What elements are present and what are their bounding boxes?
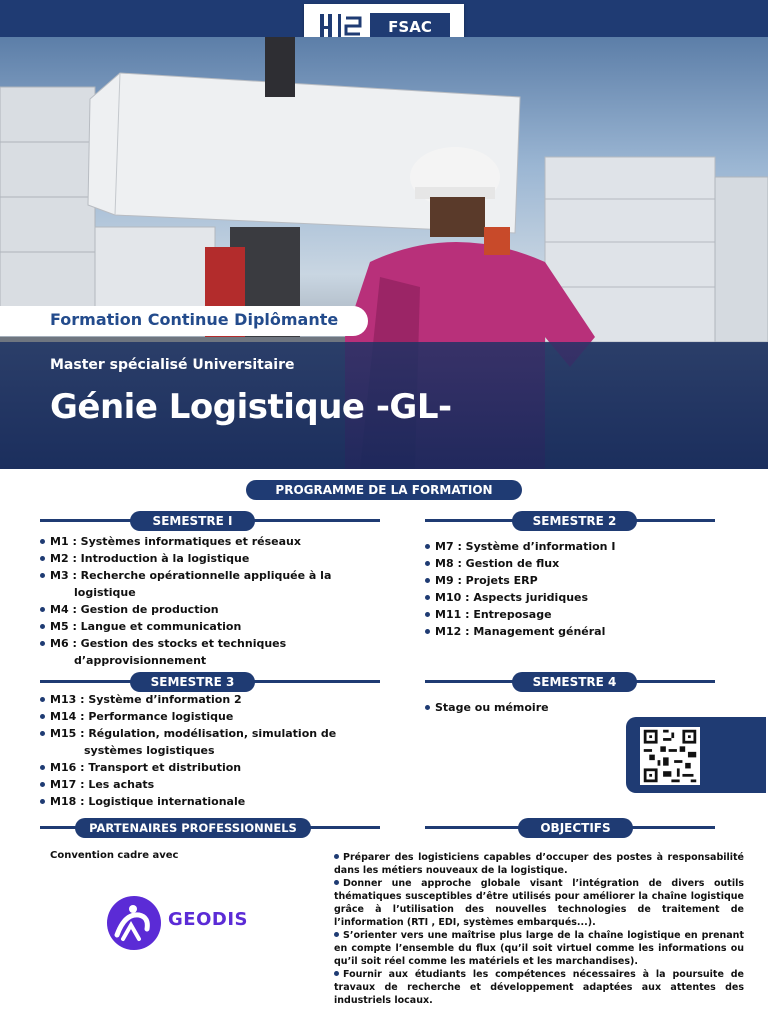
tag-text: Formation Continue Diplômante: [50, 310, 339, 329]
list-item: M3 : Recherche opérationnelle appliquée à la: [40, 567, 380, 584]
list-item: Stage ou mémoire: [425, 699, 625, 716]
list-item-continued: d’approvisionnement: [74, 654, 207, 667]
hero-title: Génie Logistique -GL-: [50, 387, 452, 427]
list-item: M8 : Gestion de flux: [425, 555, 725, 572]
geodis-name: GEODIS: [168, 909, 248, 930]
list-item: M18 : Logistique internationale: [40, 793, 380, 810]
list-item: M7 : Système d’information I: [425, 538, 725, 555]
fsac-badge: FSAC: [370, 13, 450, 41]
list-item: M10 : Aspects juridiques: [425, 589, 725, 606]
list-item: M4 : Gestion de production: [40, 601, 380, 618]
partners-title: PARTENAIRES PROFESSIONNELS: [75, 818, 311, 838]
semester-1-title: SEMESTRE I: [130, 511, 255, 531]
list-item-continued: logistique: [74, 586, 136, 599]
semester-3-title: SEMESTRE 3: [130, 672, 255, 692]
objectives-list: [334, 851, 744, 1007]
geodis-logo-icon: [103, 895, 165, 951]
list-item: M9 : Projets ERP: [425, 572, 725, 589]
semester-1-list: [40, 533, 380, 669]
list-item: M6 : Gestion des stocks et techniques: [40, 635, 380, 652]
list-item: M13 : Système d’information 2: [40, 691, 380, 708]
list-item: M15 : Régulation, modélisation, simulation de: [40, 725, 380, 742]
list-item: M5 : Langue et communication: [40, 618, 380, 635]
objective-item: Fournir aux étudiants les compétences nécessaires à la poursuite de travaux de recherche et développement adaptées aux attentes des industriels locaux.: [334, 969, 744, 1006]
list-item: M12 : Management général: [425, 623, 725, 640]
semester-4-title: SEMESTRE 4: [512, 672, 637, 692]
qr-code-icon[interactable]: [640, 727, 700, 785]
list-item: M11 : Entreposage: [425, 606, 725, 623]
list-item-continued: systèmes logistiques: [84, 744, 215, 757]
objective-item: S’orienter vers une maîtrise plus large de la chaîne logistique en prenant en compte l’ensemble du flux (qu’il soit virtuel comme les informations ou qu’il soit réel comme les matériels et les marchandises).: [334, 930, 744, 967]
convention-text: Convention cadre avec: [50, 850, 179, 861]
list-item: M2 : Introduction à la logistique: [40, 550, 380, 567]
semester-4-list: [425, 699, 625, 716]
semester-3-list: [40, 691, 380, 810]
semester-2-list: [425, 538, 725, 640]
objective-item: Donner une approche globale visant l’intégration de divers outils thématiques susceptibles d’être utilisés pour améliorer la chaîne logistique grâce à l’utilisation des nouvelles technologies de traitement de l’information (RTI , EDI, systèmes embarqués...).: [334, 878, 744, 928]
programme-title: PROGRAMME DE LA FORMATION: [246, 480, 522, 500]
list-item: M17 : Les achats: [40, 776, 380, 793]
list-item: M1 : Systèmes informatiques et réseaux: [40, 533, 380, 550]
list-item: M16 : Transport et distribution: [40, 759, 380, 776]
objectives-title: OBJECTIFS: [518, 818, 633, 838]
objective-item: Préparer des logisticiens capables d’occuper des postes à responsabilité dans les métiers nouveaux de la logistique.: [334, 852, 744, 876]
hero-subtitle: Master spécialisé Universitaire: [50, 357, 295, 373]
list-item: M14 : Performance logistique: [40, 708, 380, 725]
semester-2-title: SEMESTRE 2: [512, 511, 637, 531]
